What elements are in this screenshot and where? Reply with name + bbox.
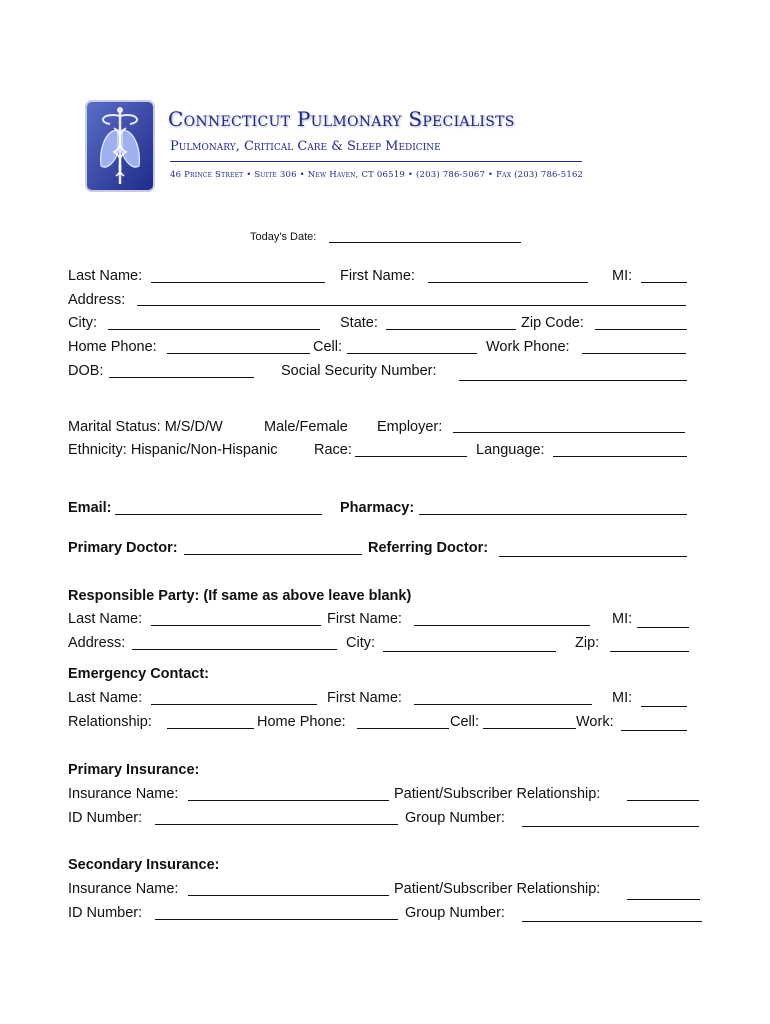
marital-status-label: Marital Status: M/S/D/W bbox=[68, 419, 223, 435]
home-phone-field[interactable] bbox=[167, 353, 310, 354]
ec-cell-field[interactable] bbox=[483, 728, 576, 729]
primary-insurance-heading: Primary Insurance: bbox=[68, 762, 200, 778]
ec-work-field[interactable] bbox=[621, 730, 687, 731]
pi-id-number-label: ID Number: bbox=[68, 810, 143, 826]
cell-field[interactable] bbox=[347, 353, 477, 354]
language-field[interactable] bbox=[553, 456, 687, 457]
ec-first-name-field[interactable] bbox=[414, 704, 592, 705]
caduceus-lungs-icon bbox=[85, 100, 155, 192]
rp-address-label: Address: bbox=[68, 635, 126, 651]
ssn-field[interactable] bbox=[459, 380, 687, 381]
ec-relationship-label: Relationship: bbox=[68, 714, 152, 730]
letterhead-divider bbox=[170, 161, 582, 162]
pi-relationship-label: Patient/Subscriber Relationship: bbox=[394, 786, 601, 802]
mi-field[interactable] bbox=[641, 282, 687, 283]
address-field[interactable] bbox=[137, 305, 686, 306]
ec-home-phone-field[interactable] bbox=[357, 728, 449, 729]
work-phone-label: Work Phone: bbox=[486, 339, 570, 355]
emergency-contact-heading: Emergency Contact: bbox=[68, 666, 210, 682]
employer-field[interactable] bbox=[453, 432, 685, 433]
city-field[interactable] bbox=[108, 329, 320, 330]
ec-last-name-field[interactable] bbox=[151, 704, 317, 705]
pi-group-number-field[interactable] bbox=[522, 826, 699, 827]
si-relationship-field[interactable] bbox=[627, 899, 700, 900]
rp-first-name-field[interactable] bbox=[414, 625, 590, 626]
home-phone-label: Home Phone: bbox=[68, 339, 157, 355]
rp-mi-label: MI: bbox=[612, 611, 633, 627]
employer-label: Employer: bbox=[377, 419, 443, 435]
language-label: Language: bbox=[476, 442, 545, 458]
pharmacy-label: Pharmacy: bbox=[340, 500, 415, 516]
first-name-label: First Name: bbox=[340, 268, 415, 284]
pi-group-number-label: Group Number: bbox=[405, 810, 505, 826]
responsible-party-heading: Responsible Party: (If same as above leave blank) bbox=[68, 588, 412, 604]
rp-city-label: City: bbox=[346, 635, 375, 651]
rp-zip-label: Zip: bbox=[575, 635, 600, 651]
state-field[interactable] bbox=[386, 329, 516, 330]
dob-field[interactable] bbox=[109, 377, 254, 378]
ec-relationship-field[interactable] bbox=[167, 728, 254, 729]
si-id-number-field[interactable] bbox=[155, 919, 398, 920]
organization-subtitle: Pulmonary, Critical Care & Sleep Medicine bbox=[170, 139, 441, 154]
dob-label: DOB: bbox=[68, 363, 104, 379]
work-phone-field[interactable] bbox=[582, 353, 686, 354]
si-insurance-name-field[interactable] bbox=[188, 895, 389, 896]
secondary-insurance-heading: Secondary Insurance: bbox=[68, 857, 220, 873]
rp-last-name-field[interactable] bbox=[151, 625, 321, 626]
pi-relationship-field[interactable] bbox=[627, 800, 699, 801]
rp-first-name-label: First Name: bbox=[327, 611, 402, 627]
email-label: Email: bbox=[68, 500, 112, 516]
si-group-number-field[interactable] bbox=[522, 921, 702, 922]
rp-zip-field[interactable] bbox=[610, 651, 689, 652]
ec-home-phone-label: Home Phone: bbox=[257, 714, 346, 730]
pi-insurance-name-label: Insurance Name: bbox=[68, 786, 179, 802]
zip-code-field[interactable] bbox=[595, 329, 687, 330]
city-label: City: bbox=[68, 315, 97, 331]
gender-label: Male/Female bbox=[264, 419, 348, 435]
todays-date-field[interactable] bbox=[329, 242, 521, 243]
last-name-field[interactable] bbox=[151, 282, 325, 283]
email-field[interactable] bbox=[115, 514, 322, 515]
todays-date-label: Today's Date: bbox=[250, 231, 317, 243]
primary-doctor-label: Primary Doctor: bbox=[68, 540, 178, 556]
pi-id-number-field[interactable] bbox=[155, 824, 398, 825]
ec-mi-field[interactable] bbox=[641, 706, 687, 707]
primary-doctor-field[interactable] bbox=[184, 554, 362, 555]
last-name-label: Last Name: bbox=[68, 268, 143, 284]
mi-label: MI: bbox=[612, 268, 633, 284]
address-label: Address: bbox=[68, 292, 126, 308]
si-group-number-label: Group Number: bbox=[405, 905, 505, 921]
ec-work-label: Work: bbox=[576, 714, 614, 730]
organization-name: Connecticut Pulmonary Specialists bbox=[168, 107, 515, 131]
race-label: Race: bbox=[314, 442, 352, 458]
race-field[interactable] bbox=[355, 456, 467, 457]
zip-code-label: Zip Code: bbox=[521, 315, 584, 331]
first-name-field[interactable] bbox=[428, 282, 588, 283]
cell-label: Cell: bbox=[313, 339, 343, 355]
rp-address-field[interactable] bbox=[132, 649, 337, 650]
rp-city-field[interactable] bbox=[383, 651, 556, 652]
si-id-number-label: ID Number: bbox=[68, 905, 143, 921]
si-relationship-label: Patient/Subscriber Relationship: bbox=[394, 881, 601, 897]
referring-doctor-field[interactable] bbox=[499, 556, 687, 557]
rp-mi-field[interactable] bbox=[637, 627, 689, 628]
ethnicity-label: Ethnicity: Hispanic/Non-Hispanic bbox=[68, 442, 278, 458]
organization-address: 46 Prince Street • Suite 306 • New Haven, CT 06519 • (203) 786-5067 • Fax (203) 786-5162 bbox=[170, 170, 584, 180]
ec-first-name-label: First Name: bbox=[327, 690, 402, 706]
pi-insurance-name-field[interactable] bbox=[188, 800, 389, 801]
referring-doctor-label: Referring Doctor: bbox=[368, 540, 489, 556]
ec-mi-label: MI: bbox=[612, 690, 633, 706]
si-insurance-name-label: Insurance Name: bbox=[68, 881, 179, 897]
ec-last-name-label: Last Name: bbox=[68, 690, 143, 706]
rp-last-name-label: Last Name: bbox=[68, 611, 143, 627]
pharmacy-field[interactable] bbox=[419, 514, 687, 515]
ec-cell-label: Cell: bbox=[450, 714, 480, 730]
ssn-label: Social Security Number: bbox=[281, 363, 437, 379]
state-label: State: bbox=[340, 315, 378, 331]
